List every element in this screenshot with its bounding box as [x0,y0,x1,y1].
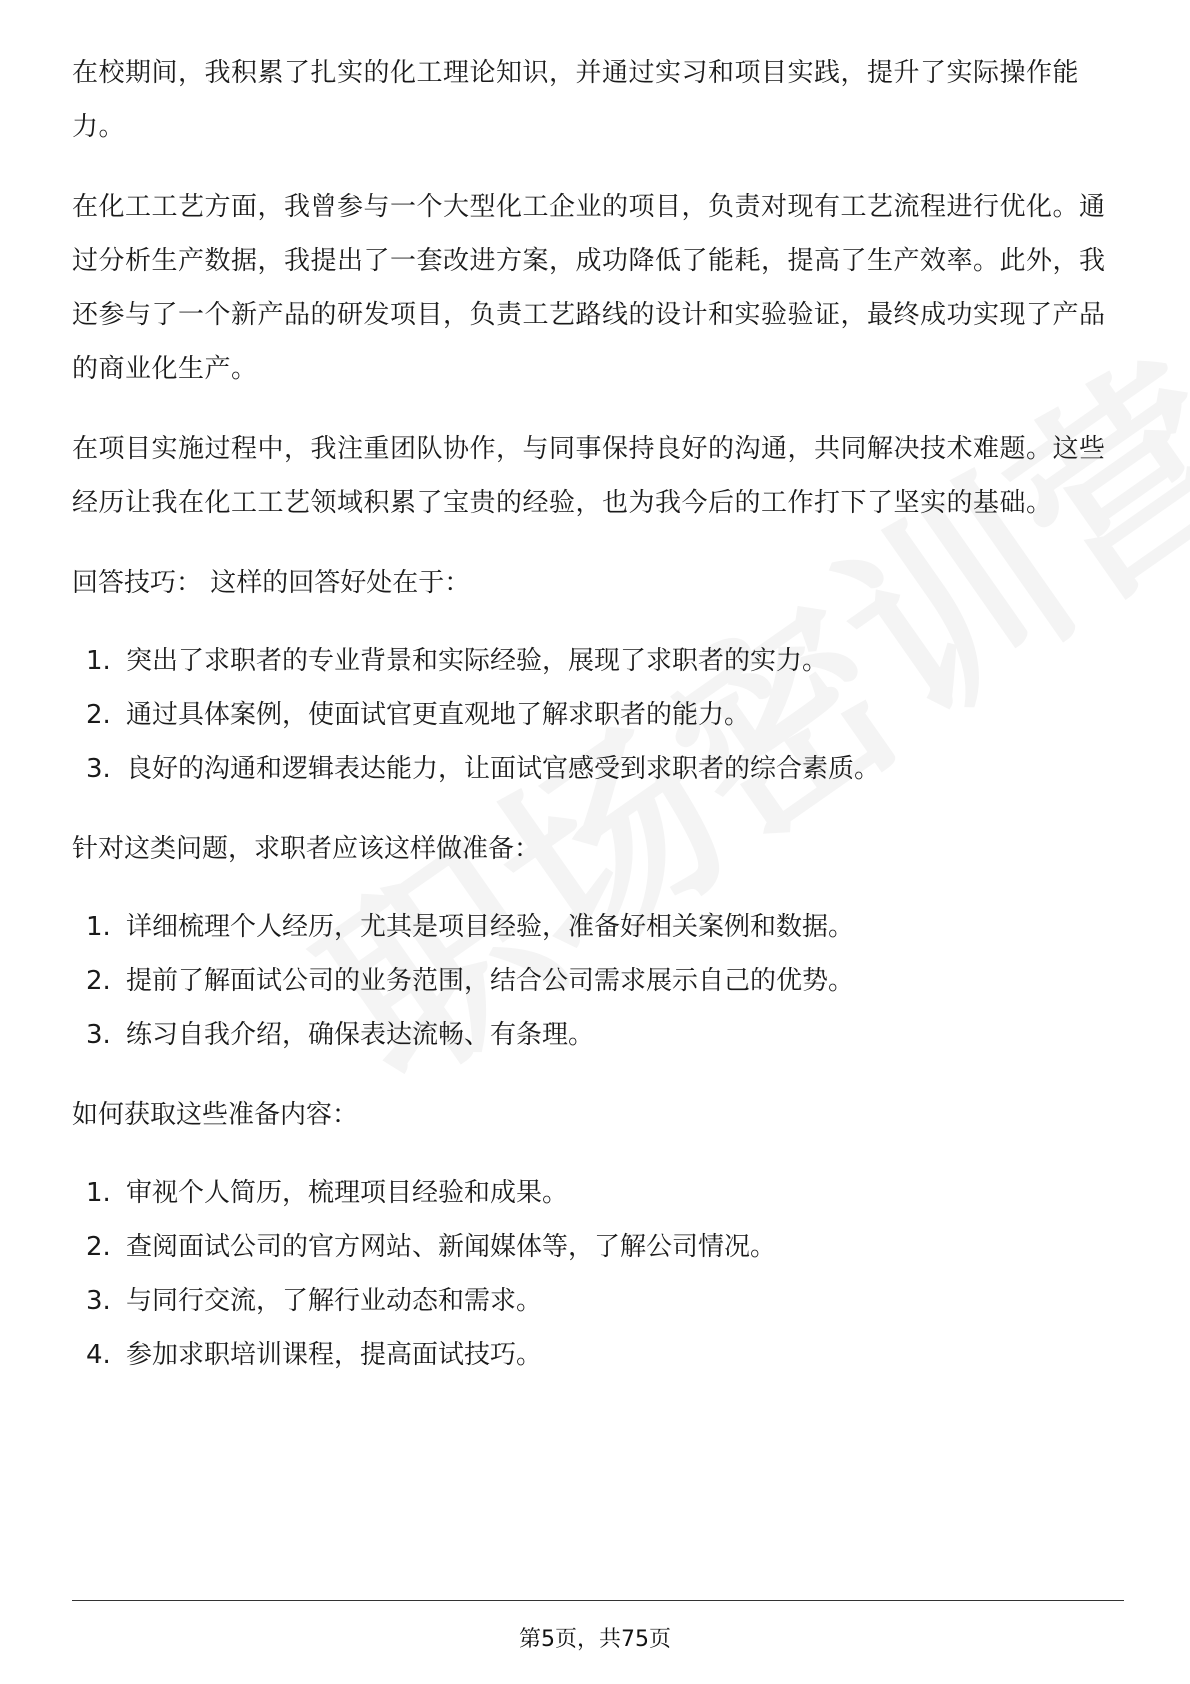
list-item [72,1274,1112,1328]
list-item [72,900,1112,954]
list-text: 通过具体案例，使面试官更直观地了解求职者的能力。 [126,700,751,730]
list-text: 参加求职培训课程，提高面试技巧。 [126,1340,543,1370]
tips-list [72,634,1112,796]
list-text: 与同行交流，了解行业动态和需求。 [126,1286,543,1316]
list-text: 提前了解面试公司的业务范围，结合公司需求展示自己的优势。 [126,966,855,996]
list-number: 1. [86,1178,111,1208]
list-text: 审视个人简历，梳理项目经验和成果。 [126,1178,569,1208]
list-item [72,1220,1112,1274]
list-text: 良好的沟通和逻辑表达能力，让面试官感受到求职者的综合素质。 [126,754,881,784]
list-item [72,954,1112,1008]
list-number: 1. [86,912,111,942]
list-item [72,634,1112,688]
paragraph-2: 在化工工艺方面，我曾参与一个大型化工企业的项目，负责对现有工艺流程进行优化。通过分析生产数据，我提出了一套改进方案，成功降低了能耗，提高了生产效率。此外，我还参与了一个新产品的研发项目，负责工艺路线的设计和实验验证，最终成功实现了产品的商业化生产。 [72,192,1106,384]
page-content [72,46,1112,1408]
list-text: 详细梳理个人经历，尤其是项目经验，准备好相关案例和数据。 [126,912,855,942]
obtain-label: 如何获取这些准备内容： [72,1100,359,1130]
footer-divider [72,1600,1124,1601]
prepare-list [72,900,1112,1062]
list-number: 3. [86,1286,111,1316]
list-number: 2. [86,1232,111,1262]
list-number: 4. [86,1340,111,1370]
paragraph-1: 在校期间，我积累了扎实的化工理论知识，并通过实习和项目实践，提升了实际操作能力。 [72,58,1080,142]
obtain-list [72,1166,1112,1382]
list-number: 2. [86,966,111,996]
list-item [72,688,1112,742]
page-number: 第5页，共75页 [519,1627,671,1652]
list-text: 练习自我介绍，确保表达流畅、有条理。 [126,1020,595,1050]
paragraph-3: 在项目实施过程中，我注重团队协作，与同事保持良好的沟通，共同解决技术难题。这些经历让我在化工工艺领域积累了宝贵的经验，也为我今后的工作打下了坚实的基础。 [72,434,1106,518]
list-item [72,1008,1112,1062]
prepare-label: 针对这类问题，求职者应该这样做准备： [72,834,541,864]
list-item [72,1166,1112,1220]
list-text: 查阅面试公司的官方网站、新闻媒体等，了解公司情况。 [126,1232,777,1262]
list-number: 1. [86,646,111,676]
tips-label: 回答技巧： 这样的回答好处在于： [72,568,471,598]
list-item [72,1328,1112,1382]
list-text: 突出了求职者的专业背景和实际经验，展现了求职者的实力。 [126,646,829,676]
list-item [72,742,1112,796]
list-number: 3. [86,1020,111,1050]
list-number: 3. [86,754,111,784]
list-number: 2. [86,700,111,730]
